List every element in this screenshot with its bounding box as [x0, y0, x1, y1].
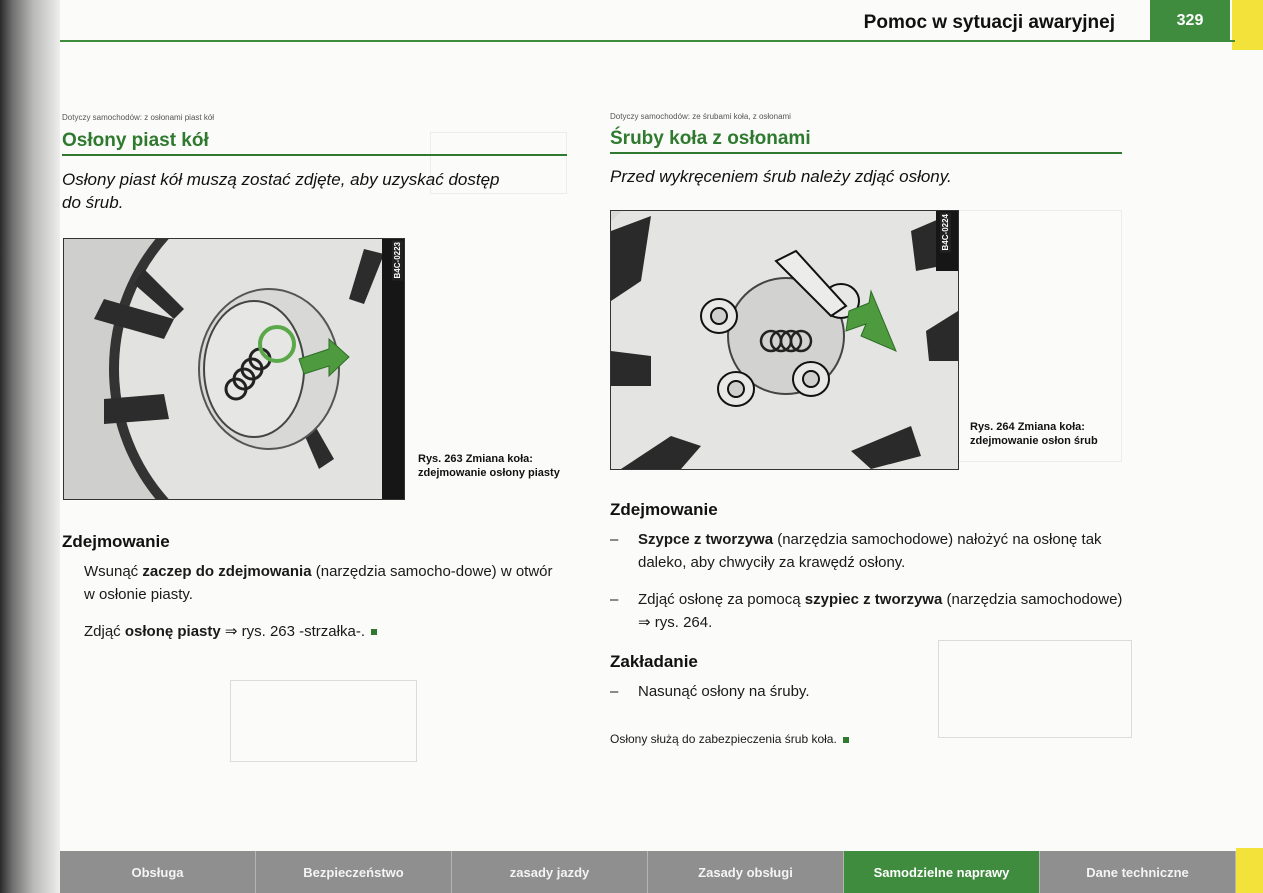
right-step-1: – Szypce z tworzywa (narzędzia samochodowe) nałożyć na osłonę tak daleko, aby chwyciły za krawędź osłony.	[610, 531, 1102, 571]
left-step-2: Zdjąć osłonę piasty ⇒ rys. 263 -strzałka-.	[62, 620, 557, 643]
hubcap-wheel-illustration	[64, 239, 404, 499]
left-step-1: Wsunąć zaczep do zdejmowania (narzędzia samocho-dowe) w otwór w osłonie piasty.	[84, 563, 553, 603]
bolt-caps-wheel-illustration	[611, 211, 958, 469]
bleed-through-box	[230, 680, 417, 762]
footer-tab-zasady-jazdy[interactable]: zasady jazdy	[452, 851, 648, 893]
right-lead-text: Przed wykręceniem śrub należy zdjąć osłony.	[610, 167, 952, 186]
left-figure-caption: Rys. 263 Zmiana koła: zdejmowanie osłony piasty	[418, 453, 560, 479]
figure-bolt-cap-removal	[610, 210, 959, 470]
footer-tab-samodzielne-naprawy[interactable]: Samodzielne naprawy	[844, 851, 1040, 893]
end-of-section-mark	[843, 737, 849, 743]
bleed-through-text	[955, 110, 1125, 470]
footer-tab-obsluga[interactable]: Obsługa	[60, 851, 256, 893]
end-of-section-mark	[371, 629, 377, 635]
chapter-navigation-bar	[60, 851, 1236, 893]
right-figure-caption: Rys. 264 Zmiana koła: zdejmowanie osłon śrub	[970, 421, 1098, 447]
footer-tab-dane-techniczne[interactable]: Dane techniczne	[1040, 851, 1236, 893]
figure-hubcap-removal	[63, 238, 405, 500]
left-lead-text: Osłony piast kół muszą zostać zdjęte, aby uzyskać dostęp do śrub.	[62, 170, 500, 212]
left-context-line: Dotyczy samochodów: z osłonami piast kół	[62, 113, 215, 122]
left-figure-code: B4C-0223	[393, 242, 402, 279]
left-figure-code-wrap	[392, 240, 403, 285]
left-section-title: Osłony piast kół	[62, 130, 209, 151]
right-figure-code-wrap	[940, 212, 951, 257]
right-subheading-removal: Zdejmowanie	[610, 500, 718, 519]
right-note: Osłony służą do zabezpieczenia śrub koła.	[610, 732, 849, 746]
footer-tab-bezpieczenstwo[interactable]: Bezpieczeństwo	[256, 851, 452, 893]
left-subheading-removal: Zdejmowanie	[62, 532, 170, 551]
page-header-title: Pomoc w sytuacji awaryjnej	[863, 12, 1115, 33]
right-subheading-installation: Zakładanie	[610, 652, 698, 671]
right-context-line: Dotyczy samochodów: ze śrubami koła, z osłonami	[610, 112, 791, 121]
book-spine-shadow	[0, 0, 60, 893]
footer-tab-zasady-obslugi[interactable]: Zasady obsługi	[648, 851, 844, 893]
chapter-tab-marker-bottom	[1236, 848, 1263, 893]
page-number: 329	[1150, 0, 1230, 40]
right-step-3: – Nasunąć osłony na śruby.	[610, 683, 810, 700]
right-step-2: – Zdjąć osłonę za pomocą szypiec z tworzywa (narzędzia samochodowe) ⇒ rys. 264.	[610, 591, 1123, 631]
right-title-rule	[610, 152, 1122, 154]
right-section-title: Śruby koła z osłonami	[610, 128, 811, 149]
right-figure-code: B4C-0224	[941, 214, 950, 251]
bleed-through-text	[430, 132, 570, 332]
header-rule	[60, 40, 1235, 42]
chapter-tab-marker	[1232, 0, 1263, 50]
left-title-rule	[62, 154, 567, 156]
